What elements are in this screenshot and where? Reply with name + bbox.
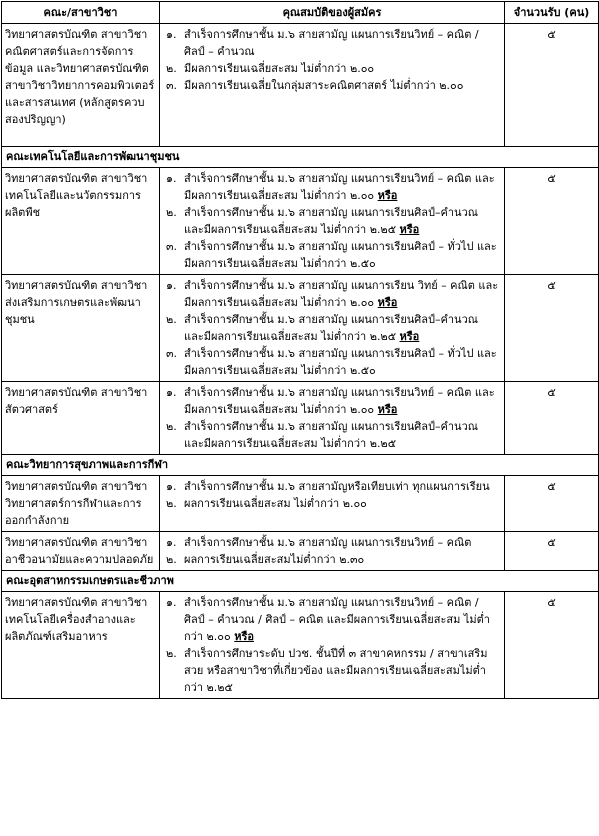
qualification-number: ๑. [166,279,177,292]
qualification-text-wrap [184,551,501,568]
qualification-text: สำเร็จการศึกษาชั้น ม.๖ สายสามัญ แผนการเรียนศิลป์ – ทั่วไป และมีผลการเรียนเฉลี่ยสะสม ไม่ต่ำกว่า ๒.๕๐ [184,347,497,377]
qualification-text-wrap [184,418,501,452]
qualification-number: ๑. [166,596,177,609]
seats-count: ๕ [505,532,599,571]
qualification-item [166,345,501,379]
qualification-text-wrap [184,204,501,238]
qualification-item [166,645,501,696]
qualification-item [166,311,501,345]
qualification-text: สำเร็จการศึกษาชั้น ม.๖ สายสามัญ แผนการเรียนศิลป์–คำนวณ และมีผลการเรียนเฉลี่ยสะสม ไม่ต่ำกว่า ๒.๒๕ [184,206,478,236]
qualification-item [166,534,501,551]
qualification-text: สำเร็จการศึกษาชั้น ม.๖ สายสามัญ แผนการเรียนวิทย์ – คณิต และมีผลการเรียนเฉลี่ยสะสม ไม่ต่ำกว่า ๒.๐๐ [184,172,495,202]
qualification-text: ผลการเรียนเฉลี่ยสะสมไม่ต่ำกว่า ๒.๓๐ [184,553,365,566]
or-conjunction: หรือ [399,223,420,236]
qualification-text: สำเร็จการศึกษาชั้น ม.๖ สายสามัญ แผนการเรียนศิลป์–คำนวณ และมีผลการเรียนเฉลี่ยสะสม ไม่ต่ำกว่า ๒.๒๕ [184,313,478,343]
seats-count: ๕ [505,382,599,455]
qualification-text: มีผลการเรียนเฉลี่ยในกลุ่มสาระคณิตศาสตร์ ไม่ต่ำกว่า ๒.๐๐ [184,79,464,92]
qualification-item [166,478,501,495]
qualification-list [160,532,505,571]
qualification-text: สำเร็จการศึกษาชั้น ม.๖ สายสามัญ แผนการเรียนวิทย์ – คณิต และมีผลการเรียนเฉลี่ยสะสม ไม่ต่ำกว่า ๒.๐๐ [184,386,495,416]
qualification-text: มีผลการเรียนเฉลี่ยสะสม ไม่ต่ำกว่า ๒.๐๐ [184,62,375,75]
qualification-text-wrap [184,534,501,551]
program-row [2,275,599,382]
qualification-number: ๑. [166,536,177,549]
qualification-number: ๒. [166,420,177,433]
qualification-number: ๒. [166,206,177,219]
program-name: วิทยาศาสตรบัณฑิต สาขาวิชาเทคโนโลยีและนวัตกรรมการผลิตพืช [2,168,160,275]
qualification-number: ๒. [166,647,177,660]
faculty-name: คณะอุตสาหกรรมเกษตรและชีวภาพ [2,571,599,592]
qualification-text-wrap [184,594,501,645]
qualification-text-wrap [184,238,501,272]
program-name: วิทยาศาสตรบัณฑิต สาขาวิชา คณิตศาสตร์และการจัดการข้อมูล และวิทยาศาสตรบัณฑิต สาขาวิชาวิทยาการคอมพิวเตอร์และสารสนเทศ (หลักสูตรควบสองปริญญา) [2,24,160,147]
program-row [2,24,599,147]
qualification-number: ๑. [166,386,177,399]
faculty-name: คณะวิทยาการสุขภาพและการกีฬา [2,455,599,476]
qualification-text: สำเร็จการศึกษาชั้น ม.๖ สายสามัญหรือเทียบเท่า ทุกแผนการเรียน [184,480,490,493]
or-conjunction: หรือ [399,330,420,343]
seats-count: ๕ [505,592,599,699]
qualification-item [166,418,501,452]
qualification-number: ๓. [166,347,178,360]
qualification-list [160,275,505,382]
faculty-row [2,455,599,476]
program-name: วิทยาศาสตรบัณฑิต สาขาวิชาสัตวศาสตร์ [2,382,160,455]
qualification-text-wrap [184,60,501,77]
qualification-text-wrap [184,478,501,495]
program-row [2,382,599,455]
header-qualifications: คุณสมบัติของผู้สมัคร [160,2,505,24]
qualification-text-wrap [184,26,501,60]
faculty-row [2,147,599,168]
qualification-number: ๓. [166,240,178,253]
qualification-item [166,238,501,272]
program-name: วิทยาศาสตรบัณฑิต สาขาวิชาเทคโนโลยีเครื่องสำอางและผลิตภัณฑ์เสริมอาหาร [2,592,160,699]
qualification-number: ๒. [166,313,177,326]
header-row [2,2,599,24]
qualification-number: ๑. [166,172,177,185]
seats-count: ๕ [505,275,599,382]
qualification-number: ๑. [166,480,177,493]
seats-count: ๕ [505,476,599,532]
qualification-text-wrap [184,495,501,512]
qualification-text: สำเร็จการศึกษาชั้น ม.๖ สายสามัญ แผนการเรียนวิทย์ – คณิต / ศิลป์ – คำนวณ [184,28,479,58]
or-conjunction: หรือ [234,630,254,643]
table-body [2,24,599,699]
qualification-item [166,277,501,311]
qualification-list [160,24,505,147]
header-seats: จำนวนรับ (คน) [505,2,599,24]
qualification-number: ๒. [166,553,177,566]
qualification-text-wrap [184,170,501,204]
qualification-text-wrap [184,77,501,94]
qualification-text-wrap [184,277,501,311]
qualification-list [160,476,505,532]
program-row [2,592,599,699]
qualification-text: สำเร็จการศึกษาชั้น ม.๖ สายสามัญ แผนการเรียน วิทย์ – คณิต และมีผลการเรียนเฉลี่ยสะสม ไม่ต่ำกว่า ๒.๐๐ [184,279,499,309]
qualification-text-wrap [184,345,501,379]
qualification-number: ๒. [166,62,177,75]
qualification-item [166,26,501,60]
qualification-text: สำเร็จการศึกษาชั้น ม.๖ สายสามัญ แผนการเรียนศิลป์–คำนวณ และมีผลการเรียนเฉลี่ยสะสม ไม่ต่ำกว่า ๒.๒๕ [184,420,478,450]
or-conjunction: หรือ [377,296,398,309]
qualification-list [160,168,505,275]
qualification-item [166,204,501,238]
qualification-item [166,384,501,418]
qualification-item [166,594,501,645]
qualification-number: ๑. [166,28,177,41]
program-name: วิทยาศาสตรบัณฑิต สาขาวิชาวิทยาศาสตร์การกีฬาและการออกกำลังกาย [2,476,160,532]
qualification-number: ๓. [166,79,178,92]
qualification-list [160,382,505,455]
program-row [2,532,599,571]
qualification-item [166,77,501,94]
program-row [2,168,599,275]
admission-table [1,1,599,699]
seats-count: ๕ [505,24,599,147]
header-faculty-major: คณะ/สาขาวิชา [2,2,160,24]
qualification-item [166,551,501,568]
qualification-item [166,60,501,77]
qualification-number: ๒. [166,497,177,510]
faculty-name: คณะเทคโนโลยีและการพัฒนาชุมชน [2,147,599,168]
qualification-text-wrap [184,645,501,696]
qualification-text-wrap [184,384,501,418]
program-name: วิทยาศาสตรบัณฑิต สาขาวิชาอาชีวอนามัยและความปลอดภัย [2,532,160,571]
qualification-text: ผลการเรียนเฉลี่ยสะสม ไม่ต่ำกว่า ๒.๐๐ [184,497,367,510]
qualification-text: สำเร็จการศึกษาชั้น ม.๖ สายสามัญ แผนการเรียนวิทย์ – คณิต [184,536,472,549]
qualification-text: สำเร็จการศึกษาระดับ ปวช. ชั้นปีที่ ๓ สาขาคหกรรม / สาขาเสริมสวย หรือสาขาวิชาที่เกี่ยวข้อง และมีผลการเรียนเฉลี่ยสะสมไม่ต่ำกว่า ๒.๒๕ [184,647,488,694]
qualification-list [160,592,505,699]
qualification-item [166,170,501,204]
qualification-text: สำเร็จการศึกษาชั้น ม.๖ สายสามัญ แผนการเรียนศิลป์ – ทั่วไป และมีผลการเรียนเฉลี่ยสะสม ไม่ต่ำกว่า ๒.๕๐ [184,240,497,270]
qualification-item [166,495,501,512]
qualification-text-wrap [184,311,501,345]
qualification-text: สำเร็จการศึกษาชั้น ม.๖ สายสามัญ แผนการเรียนวิทย์ – คณิต / ศิลป์ – คำนวณ / ศิลป์ – คณิต และมีผลการเรียนเฉลี่ยสะสม ไม่ต่ำกว่า ๒.๐๐ [184,596,490,643]
program-row [2,476,599,532]
or-conjunction: หรือ [377,403,398,416]
faculty-row [2,571,599,592]
program-name: วิทยาศาสตรบัณฑิต สาขาวิชาส่งเสริมการเกษตรและพัฒนาชุมชน [2,275,160,382]
seats-count: ๕ [505,168,599,275]
or-conjunction: หรือ [377,189,398,202]
